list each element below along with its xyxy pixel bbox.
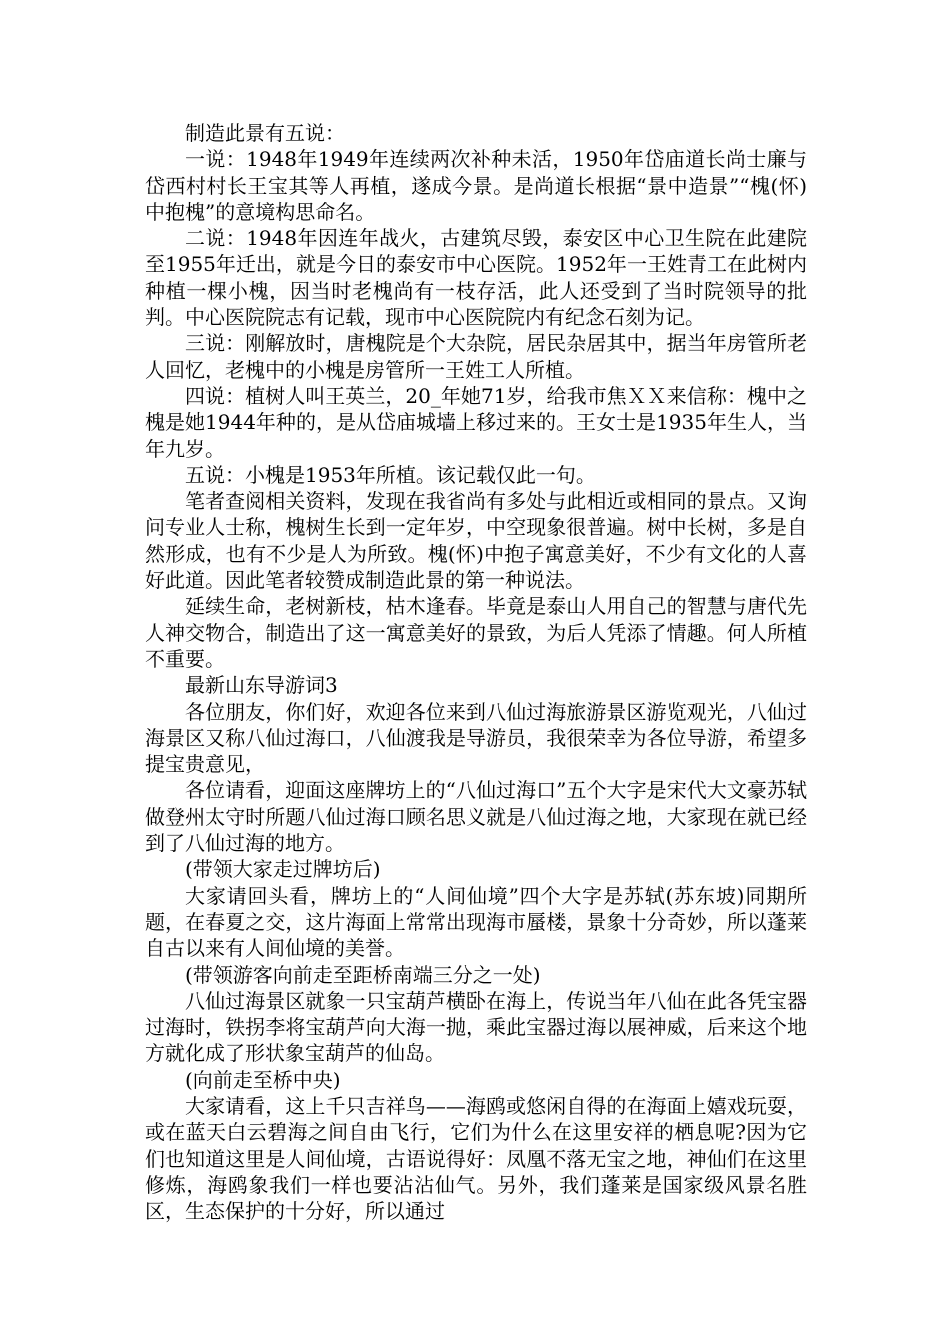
paragraph-welcome: 各位朋友，你们好，欢迎各位来到八仙过海旅游景区游览观光，八仙过海景区又称八仙过海口，八仙渡我是导游员，我很荣幸为各位导游，希望多提宝贵意见， xyxy=(145,699,807,777)
paragraph-theory-1: 一说：1948年1949年连续两次补种未活，1950年岱庙道长尚士廉与岱西村村长王宝其等人再植，遂成今景。是尚道长根据“景中造景”“槐(怀)中抱槐”的意境构思命名。 xyxy=(145,147,807,224)
paragraph-seagulls: 大家请看，这上千只吉祥鸟——海鸥或悠闲自得的在海面上嬉戏玩耍，或在蓝天白云碧海之间自由飞行，它们为什么在这里安祥的栖息呢?因为它们也知道这里是人间仙境，古语说得好：凤凰不落无宝之地，神仙们在这里修炼，海鸥象我们一样也要沾沾仙气。另外，我们蓬莱是国家级风景名胜区，生态保护的十分好，所以通过 xyxy=(145,1093,807,1224)
stage-direction: (带领大家走过牌坊后) xyxy=(185,857,381,882)
stage-direction: (向前走至桥中央) xyxy=(185,1067,341,1092)
paragraph-archway: 各位请看，迎面这座牌坊上的“八仙过海口”五个大字是宋代大文豪苏轼做登州太守时所题八仙过海口顾名思义就是八仙过海之地，大家现在就已经到了八仙过海的地方。 xyxy=(145,778,807,856)
paragraph-conclusion: 延续生命，老树新枝，枯木逢春。毕竟是泰山人用自己的智慧与唐代先人神交物合，制造出了这一寓意美好的景致，为后人凭添了情趣。何人所植不重要。 xyxy=(145,594,807,671)
paragraph-gourd-legend: 八仙过海景区就象一只宝葫芦横卧在海上，传说当年八仙在此各凭宝器过海时，铁拐李将宝葫芦向大海一抛，乘此宝器过海以展神威，后来这个地方就化成了形状象宝葫芦的仙岛。 xyxy=(145,988,807,1066)
section-heading: 最新山东导游词3 xyxy=(185,673,338,698)
paragraph-theory-5: 五说：小槐是1953年所植。该记载仅此一句。 xyxy=(185,462,596,487)
paragraph-theory-3: 三说：刚解放时，唐槐院是个大杂院，居民杂居其中，据当年房管所老人回忆，老槐中的小槐是房管所一王姓工人所植。 xyxy=(145,331,807,382)
stage-direction: (带领游客向前走至距桥南端三分之一处) xyxy=(185,962,541,987)
paragraph-author-note: 笔者查阅相关资料，发现在我省尚有多处与此相近或相同的景点。又询问专业人士称，槐树生长到一定年岁，中空现象很普遍。树中长树，多是自然形成，也有不少是人为所致。槐(怀)中抱子寓意美好，不少有文化的人喜好此道。因此笔者较赞成制造此景的第一种说法。 xyxy=(145,489,807,593)
document-page xyxy=(145,120,807,1224)
paragraph-theory-4: 四说：植树人叫王英兰，20_年她71岁，给我市焦ＸＸ来信称：槐中之槐是她1944年种的，是从岱庙城墙上移过来的。王女士是1935年生人，当年九岁。 xyxy=(145,383,807,461)
paragraph-intro: 制造此景有五说： xyxy=(185,121,345,145)
paragraph-look-back: 大家请回头看，牌坊上的“人间仙境”四个大字是苏轼(苏东坡)同期所题，在春夏之交，这片海面上常常出现海市蜃楼，景象十分奇妙，所以蓬莱自古以来有人间仙境的美誉。 xyxy=(145,883,807,961)
paragraph-theory-2: 二说：1948年因连年战火，古建筑尽毁，泰安区中心卫生院在此建院至1955年迁出，就是今日的泰安市中心医院。1952年一王姓青工在此树内种植一棵小槐，因当时老槐尚有一枝存活，此人还受到了当时院领导的批判。中心医院院志有记载，现市中心医院院内有纪念石刻为记。 xyxy=(145,226,807,330)
